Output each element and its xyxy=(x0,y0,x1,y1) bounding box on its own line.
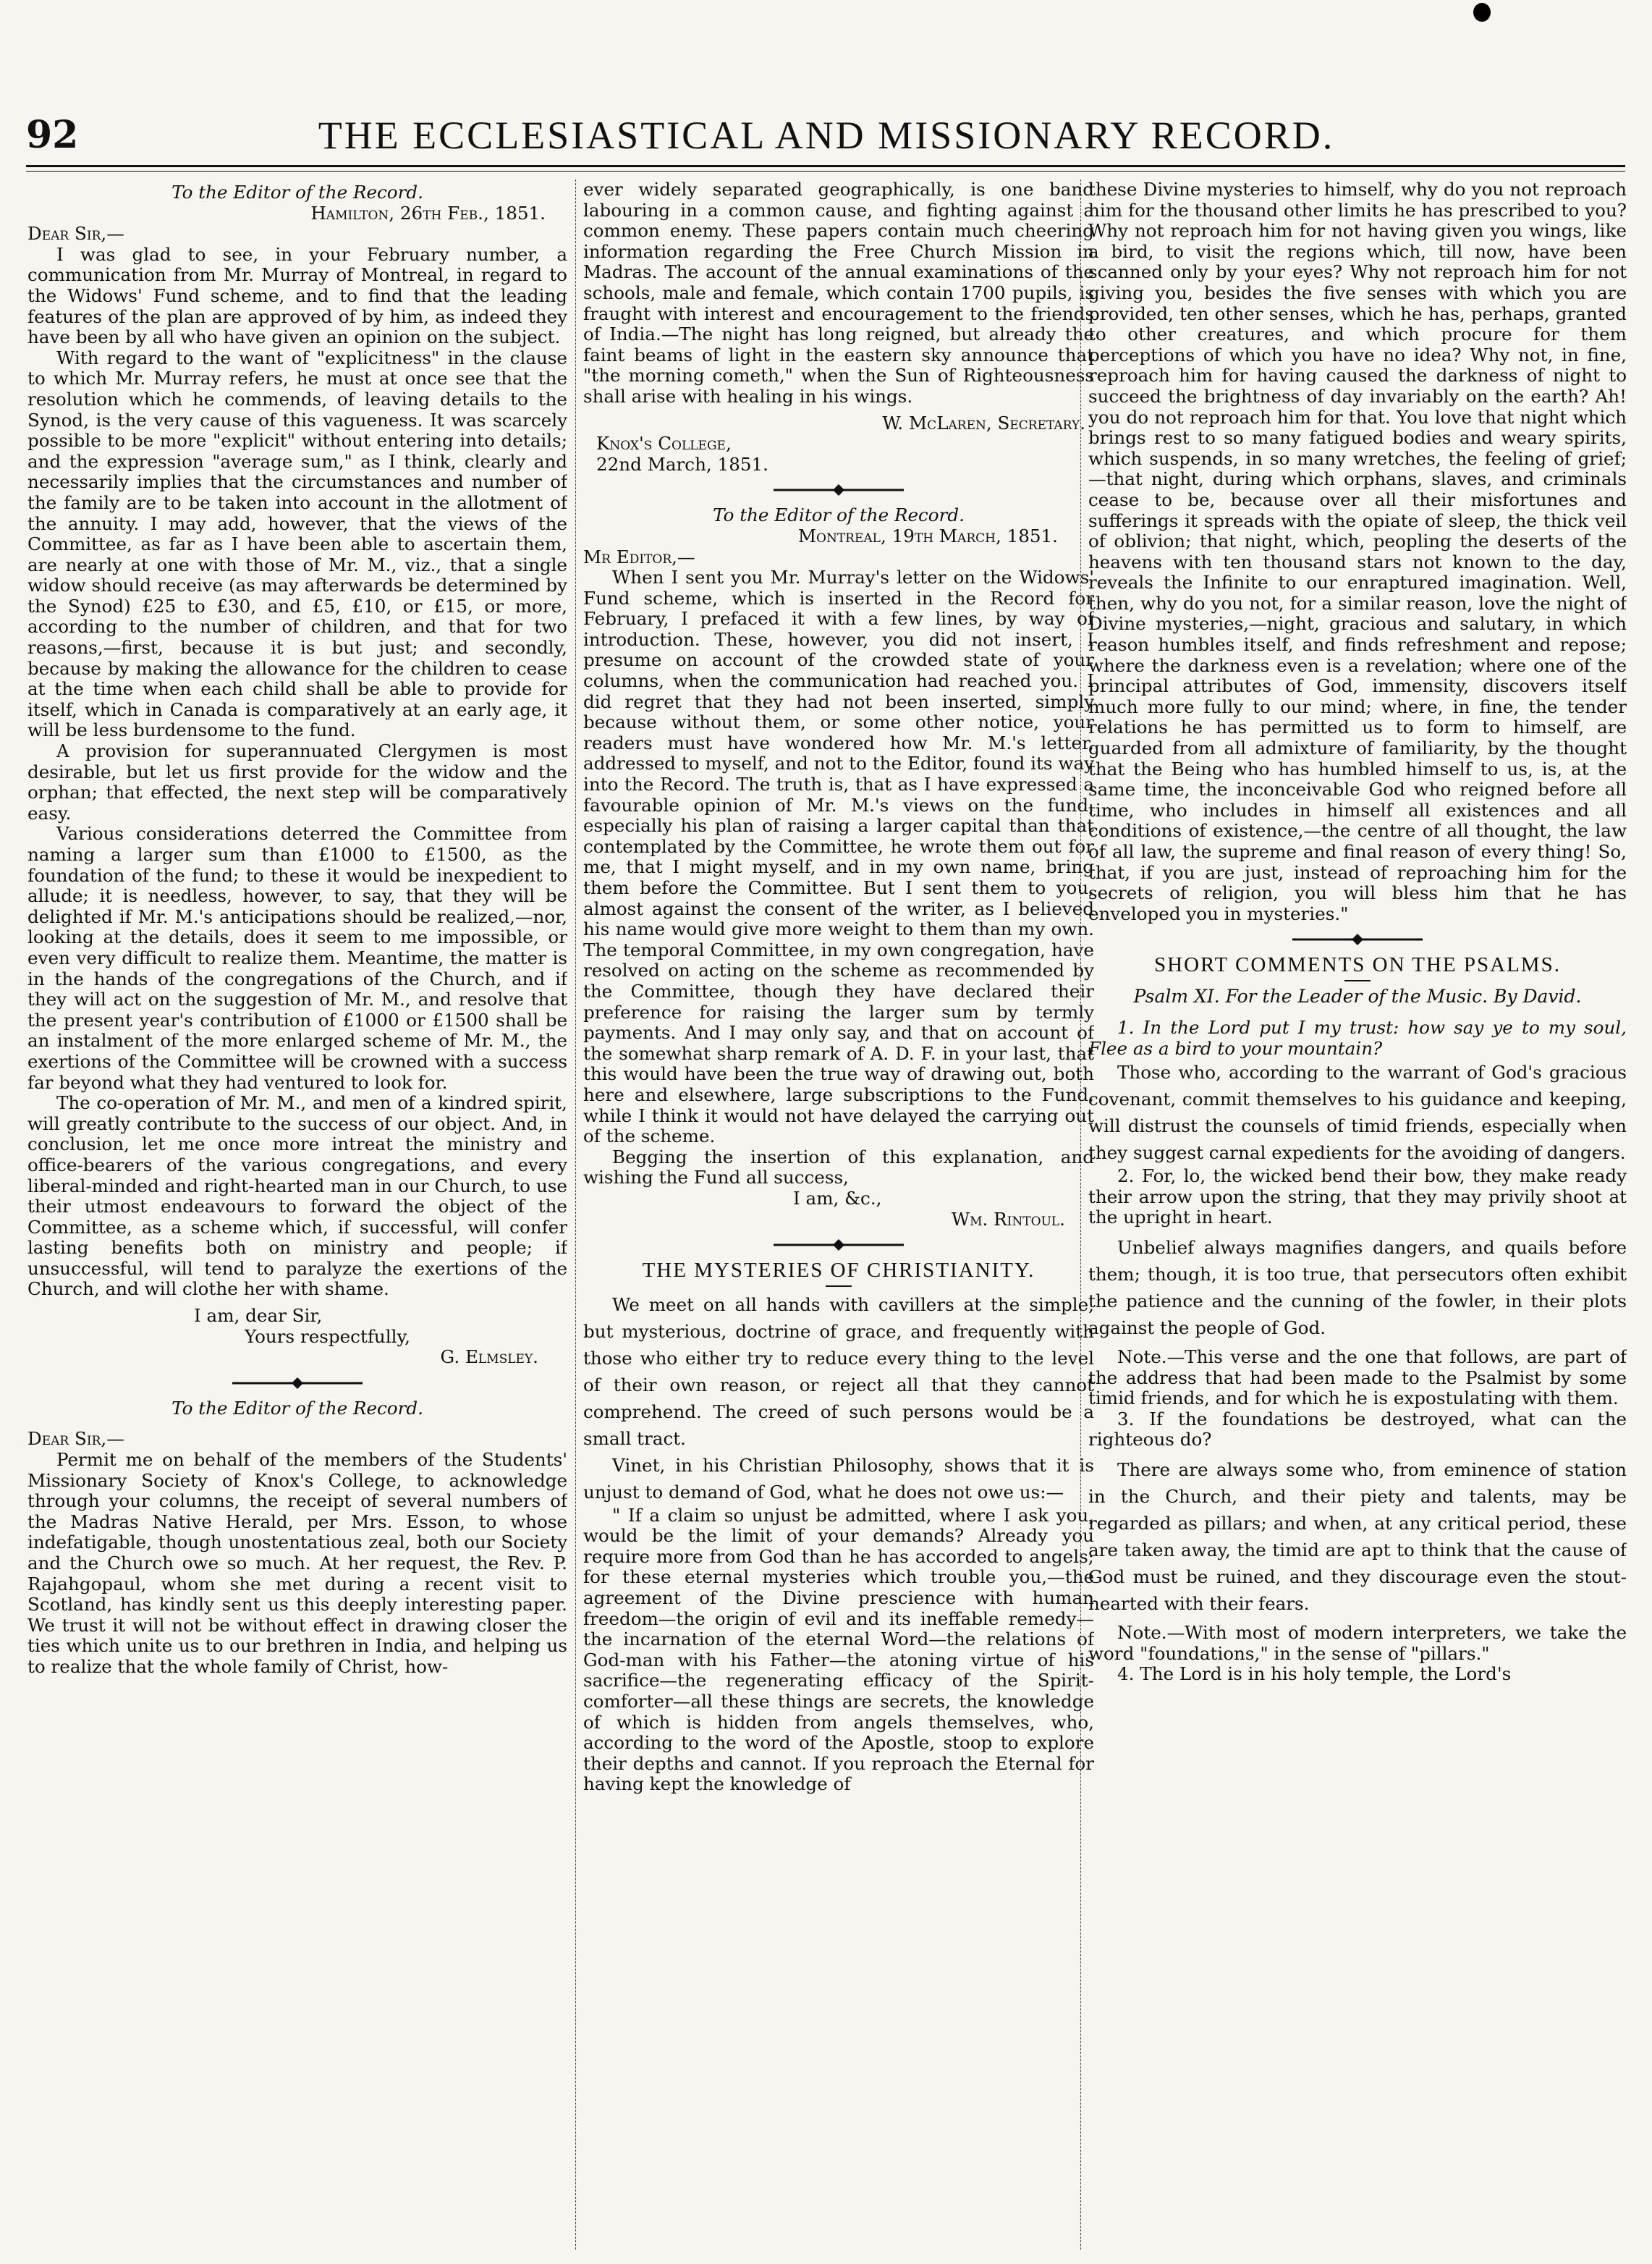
column-2 xyxy=(583,179,1094,2250)
section-title: SHORT COMMENTS ON THE PSALMS. xyxy=(1154,953,1561,977)
section-title: THE MYSTERIES OF CHRISTIANITY. xyxy=(642,1259,1035,1283)
psalm-verse: 3. If the foundations be destroyed, what can the righteous do? xyxy=(1088,1408,1627,1450)
header-rule-thin xyxy=(26,171,1625,172)
letter-salutation: Dear Sir,— xyxy=(27,1428,124,1450)
psalm-verse: 4. The Lord is in his holy temple, the Lord's xyxy=(1117,1663,1512,1685)
psalm-comment: There are always some who, from eminence of station in the Church, and their piety and talents, may be regarded as pillars; and when, at any critical period, these are taken away, the timid are apt to think that the cause of God must be ruined, and they discourage even the stout-hearted with their fears. xyxy=(1088,1458,1627,1614)
ornamental-rule xyxy=(774,1238,904,1251)
letter-place: Knox's College, xyxy=(596,433,732,455)
letter-paragraph: When I sent you Mr. Murray's letter on the Widows' Fund scheme, which is inserted in the Record for February, I prefaced it with a few lines, by way of introduction. These, however, you did not insert, I presume on account of the crowded state of your columns, when the communication had reached you. I did regret that they had not been inserted, simply because without them, or some other notice, your readers must have wondered how Mr. M.'s letter, addressed to myself, and not to the Editor, found its way into the Record. The truth is, that as I have expressed a favourable opinion of Mr. M.'s views on the fund, especially his plan of raising a larger capital than that contemplated by the Committee, he wrote them out for me, that I might myself, and in my own name, bring them before the Committee. But I sent them to you, almost against the consent of the writer, as I believed his name would give more weight to them than my own. The temporal Committee, in my own congregation, have resolved on acting on the scheme as recommended by the Committee, though they have declared their preference for raising the larger sum by termly payments. And I may only say, and that on account of the somewhat sharp remark of A. D. F. in your last, that this would have been the true way of drawing out, both here and elsewhere, large subscriptions to the Fund, while I think it would not have delayed the carrying out of the scheme. xyxy=(583,567,1094,1147)
letter-dateline: Montreal, 19th March, 1851. xyxy=(797,525,1058,546)
letter-closing: I am, dear Sir, xyxy=(194,1305,323,1327)
ornamental-rule xyxy=(774,483,904,497)
ink-blot xyxy=(1473,3,1491,22)
letter-origin xyxy=(583,434,1094,475)
letter-paragraph: A provision for superannuated Clergymen is most desirable, but let us first provide for the widow and the orphan; that effected, the next step will be comparatively easy. xyxy=(27,740,567,824)
letter-signature: Wm. Rintoul. xyxy=(951,1208,1065,1230)
quotation-paragraph: these Divine mysteries to himself, why do you not reproach him for the thousand other limits he has prescribed to you? Why not reproach him for not having given you wings, like a bird, to visit the regions which, till now, have been scanned only by your eyes? Why not reproach him for not giving you, besides the five senses with which you are provided, ten other senses, which he has, perhaps, granted to other creatures, and which procure for them perceptions of which you have no idea? Why not, in fine, reproach him for having caused the darkness of night to succeed the brightness of day invariably on the earth? Ah! you do not reproach him for that. You love that night which brings rest to so many fatigued bodies and weary spirits, which suspends, in so many wretches, the feeling of grief;—that night, during which orphans, slaves, and criminals cease to be, because over all their misfortunes and sufferings it spreads with the opiate of sleep, the thick veil of oblivion; that night, which, peopling the deserts of the heavens with ten thousand stars not known to the day, reveals the Infinite to our enraptured imagination. Well, then, why do you not, for a similar reason, love the night of Divine mysteries,—night, gracious and salutary, in which reason humbles itself, and finds refreshment and repose; where the darkness even is a revelation; where one of the principal attributes of God, immensity, discovers itself much more fully to our mind; where, in fine, the tender relations he has permitted us to form to himself, are guarded from all admixture of familiarity, by the thought that the Being who has humbled himself to us, is, at the same time, the inconceivable God who reigned before all time, who includes in himself all existences and all conditions of existence,—the centre of all thought, the law of all law, the supreme and final reason of every thing! So, that, if you are just, instead of reproaching him for the secrets of religion, you will bless him that he has enveloped you in mysteries." xyxy=(1088,179,1627,924)
letter-paragraph: Various considerations deterred the Committee from naming a larger sum than £1000 to £1500, as the foundation of the fund; to these it would be inexpedient to allude; it is needless, however, to say, that they will be delighted if Mr. M.'s anticipations should be realized,—nor, looking at the details, does it seem to me impossible, or even very difficult to realize them. Meantime, the matter is in the hands of the congregations of the Church, and if they will act on the suggestion of Mr. M., and resolve that the present year's contribution of £1000 or £1500 shall be an instalment of the more enlarged scheme of Mr. M., the exertions of the Committee will be crowned with a success far beyond what they had ventured to look for. xyxy=(27,823,567,1093)
psalm-note: Note.—With most of modern interpreters, we take the word "foundations," in the sense of "pillars." xyxy=(1088,1621,1627,1664)
ornamental-rule xyxy=(1292,933,1423,946)
psalm-verse: 1. In the Lord put I my trust: how say ye to my soul, Flee as a bird to your mountain? xyxy=(1088,1016,1627,1059)
letter-salutation: Dear Sir,— xyxy=(27,223,124,245)
letter-date: 22nd March, 1851. xyxy=(596,453,768,475)
letter-closing: Yours respectfully, xyxy=(245,1325,410,1347)
letter-heading: To the Editor of the Record. xyxy=(713,504,965,526)
letter-heading: To the Editor of the Record. xyxy=(171,182,423,203)
psalm-heading: Psalm XI. For the Leader of the Music. By David. xyxy=(1133,985,1582,1007)
short-rule xyxy=(1344,980,1371,981)
letter-dateline: Hamilton, 26th Feb., 1851. xyxy=(310,202,546,224)
letter-signature: G. Elmsley. xyxy=(440,1346,538,1368)
psalm-verse: 2. For, lo, the wicked bend their bow, they make ready their arrow upon the string, that they may privily shoot at the upright in heart. xyxy=(1088,1165,1627,1228)
letter-paragraph: ever widely separated geographically, is one band labouring in a common cause, and fighting against a common enemy. These papers contain much cheering information regarding the Free Church Mission in Madras. The account of the annual examinations of the schools, male and female, which contain 1700 pupils, is fraught with interest and encouragement to the friends of India.—The night has long reigned, but already the faint beams of light in the eastern sky announce that "the morning cometh," when the Sun of Righteousness shall arise with healing in his wings. xyxy=(583,179,1094,407)
letter-paragraph: With regard to the want of "explicitness" in the clause to which Mr. Murray refers, he must at once see that the resolution which he commends, of leaving details to the Synod, is the very cause of this vagueness. It was scarcely possible to be more "explicit" without entering into details; and the expression "average sum," as I think, clearly and necessarily implies that the circumstances and number of the family are to be taken into account in the allotment of the annuity. I may add, however, that the views of the Committee, as far as I have been able to ascertain them, are nearly at one with those of Mr. M., viz., that a single widow should receive (as may afterwards be determined by the Synod) £25 to £30, and £5, £10, or £15, or more, according to the number of children, and that for two reasons,—first, because it is but just; and secondly, because by making the allowance for the children to cease at the time when each child shall be able to provide for itself, which in Canada is comparatively at an early age, it will be less burdensome to the fund. xyxy=(27,347,567,741)
letter-paragraph: Permit me on behalf of the members of the Students' Missionary Society of Knox's College, to acknowledge through your columns, the receipt of several numbers of the Madras Native Herald, per Mrs. Esson, to whose indefatigable, though unostentatious zeal, both our Society and the Church owe so much. At her request, the Rev. P. Rajahgopaul, whom she met during a recent visit to Scotland, has kindly sent us this deeply interesting paper. We trust it will not be without effect in drawing closer the ties which unite us to our brethren in India, and helping us to realize that the whole family of Christ, how- xyxy=(27,1449,567,1677)
page-header xyxy=(26,110,1627,166)
quotation-paragraph: " If a claim so unjust be admitted, where I ask you, would be the limit of your demands? Already you require more from God than he has accorded to angels; for these eternal mysteries which trouble you,—the agreement of the Divine prescience with human freedom—the origin of evil and its ineffable remedy—the incarnation of the eternal Word—the relations of God-man with his Father—the atoning virtue of his sacrifice—the regenerating efficacy of the Spirit-comforter—all these things are secrets, the knowledge of which is hidden from angels themselves, who, according to the word of the Apostle, stoop to explore their depths and cannot. If you reproach the Eternal for having kept the knowledge of xyxy=(583,1504,1094,1795)
running-title: THE ECCLESIASTICAL AND MISSIONARY RECORD. xyxy=(318,114,1335,157)
letter-paragraph: The co-operation of Mr. M., and men of a kindred spirit, will greatly contribute to the success of our object. And, in conclusion, let me once more intreat the ministry and office-bearers of the various congregations, and every liberal-minded and right-hearted man in our Church, to use their utmost endeavours to forward the object of the Committee, as a scheme which, if successful, will confer lasting benefits both on ministry and people; if unsuccessful, will tend to paralyze the exertions of the Church, and will clothe her with shame. xyxy=(27,1092,567,1300)
ornamental-rule xyxy=(232,1377,363,1390)
column-3 xyxy=(1088,179,1627,2250)
letter-paragraph: Begging the insertion of this explanation, and wishing the Fund all success, xyxy=(583,1146,1094,1188)
header-rule xyxy=(26,165,1625,167)
page-number: 92 xyxy=(26,113,79,157)
psalm-comment: Unbelief always magnifies dangers, and quails before them; though, it is too true, that persecutors often exhibit the patience and the cunning of the fowler, in their plots against the people of God. xyxy=(1088,1236,1627,1338)
letter-paragraph: I was glad to see, in your February number, a communication from Mr. Murray of Montreal, in regard to the Widows' Fund scheme, and to find that the leading features of the plan are approved of by him, as indeed they have been by all who have given an opinion on the subject. xyxy=(27,243,567,348)
column-1 xyxy=(27,179,567,2250)
column-divider xyxy=(575,179,576,2250)
short-rule xyxy=(826,1285,852,1287)
article-paragraph: Vinet, in his Christian Philosophy, shows that it is unjust to demand of God, what he does not owe us:— xyxy=(583,1454,1094,1503)
letter-heading: To the Editor of the Record. xyxy=(171,1397,423,1419)
psalm-comment: Those who, according to the warrant of God's gracious covenant, commit themselves to his guidance and keeping, will distrust the counsels of timid friends, especially when they suggest carnal expedients for the avoiding of dangers. xyxy=(1088,1062,1627,1164)
letter-signature: W. McLaren, Secretary. xyxy=(882,412,1085,434)
letter-closing: I am, &c., xyxy=(793,1187,882,1209)
article-paragraph: We meet on all hands with cavillers at the simple, but mysterious, doctrine of grace, and frequently with those who either try to reduce every thing to the level of their own reason, or reject all that they cannot comprehend. The creed of such persons would be a small tract. xyxy=(583,1293,1094,1449)
letter-salutation: Mr Editor,— xyxy=(583,546,695,567)
psalm-note: Note.—This verse and the one that follows, are part of the address that had been made to the Psalmist by some timid friends, and for which he is expostulating with them. xyxy=(1088,1346,1627,1409)
